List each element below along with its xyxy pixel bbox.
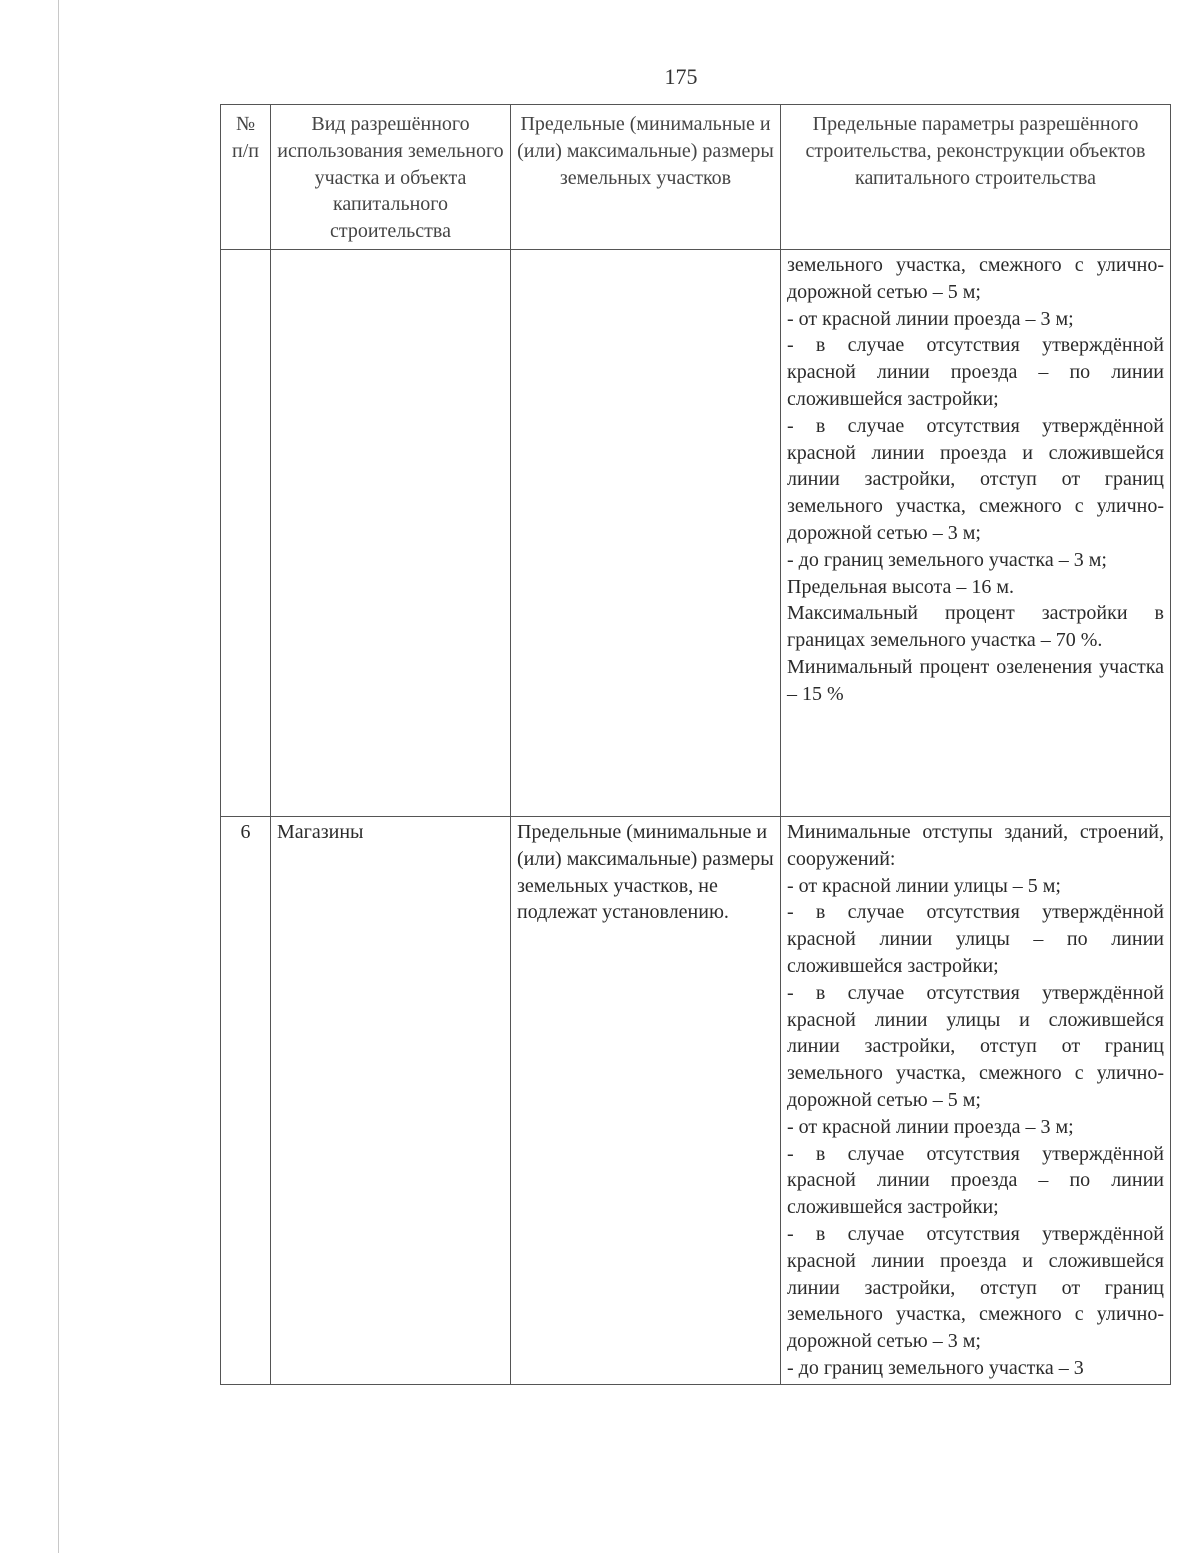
- param-line: - в случае отсутствия утверждённой красной линии улицы – по линии сложившейся застройки;: [787, 901, 1164, 977]
- param-line: - до границ земельного участка – 3 м;: [787, 548, 1107, 571]
- param-line: Предельная высота – 16 м.: [787, 575, 1015, 598]
- param-line: - в случае отсутствия утверждённой красной линии проезда и сложившейся линии застройки, отступ от границ земельного участка, смежного с улично-дорожной сетью – 3 м;: [787, 414, 1164, 544]
- param-line: земельного участка, смежного с улично-дорожной сетью – 5 м;: [787, 253, 1164, 303]
- table-row: [221, 249, 1171, 816]
- row-params: [781, 816, 1171, 1384]
- row-number: [221, 249, 271, 816]
- param-line: - в случае отсутствия утверждённой красной линии проезда и сложившейся линии застройки, отступ от границ земельного участка, смежного с улично-дорожной сетью – 3 м;: [787, 1222, 1164, 1353]
- param-line: - в случае отсутствия утверждённой красной линии улицы и сложившейся линии застройки, отступ от границ земельного участка, смежного с улично-дорожной сетью – 5 м;: [787, 981, 1164, 1111]
- page-number: 175: [664, 64, 698, 89]
- header-construction-params: Предельные параметры разрешённого строительства, реконструкции объектов капитального строительства: [781, 105, 1171, 250]
- param-line: Минимальные отступы зданий, строений, сооружений:: [787, 820, 1164, 870]
- row-use-type: [271, 249, 511, 816]
- scan-margin-line: [58, 0, 59, 1553]
- param-line: - в случае отсутствия утверждённой красной линии проезда – по линии сложившейся застройки;: [787, 1142, 1164, 1219]
- param-line: - от красной линии улицы – 5 м;: [787, 874, 1061, 897]
- param-line: - от красной линии проезда – 3 м;: [787, 307, 1074, 330]
- row-plot-size: Предельные (минимальные и (или) максимальные) размеры земельных участков, не подлежат установлению.: [511, 816, 781, 1384]
- param-line: Максимальный процент застройки в границах земельного участка – 70 %.: [787, 602, 1164, 652]
- header-use-type: Вид разрешённого использования земельного участка и объекта капитального строительства: [271, 105, 511, 250]
- table-row: [221, 816, 1171, 1384]
- row-number: 6: [221, 816, 271, 1384]
- table-header-row: [221, 105, 1171, 250]
- param-line: - в случае отсутствия утверждённой красной линии проезда – по линии сложившейся застройки;: [787, 334, 1164, 410]
- param-line: Минимальный процент озеленения участка – 15 %: [787, 655, 1164, 705]
- row-params: [781, 249, 1171, 816]
- param-line: - до границ земельного участка – 3: [787, 1356, 1084, 1379]
- land-use-table: [220, 104, 1171, 1385]
- header-number: № п/п: [221, 105, 271, 250]
- param-line: - от красной линии проезда – 3 м;: [787, 1115, 1074, 1138]
- row-use-type: Магазины: [271, 816, 511, 1384]
- header-plot-size: Предельные (минимальные и (или) максимальные) размеры земельных участков: [511, 105, 781, 250]
- row-plot-size: [511, 249, 781, 816]
